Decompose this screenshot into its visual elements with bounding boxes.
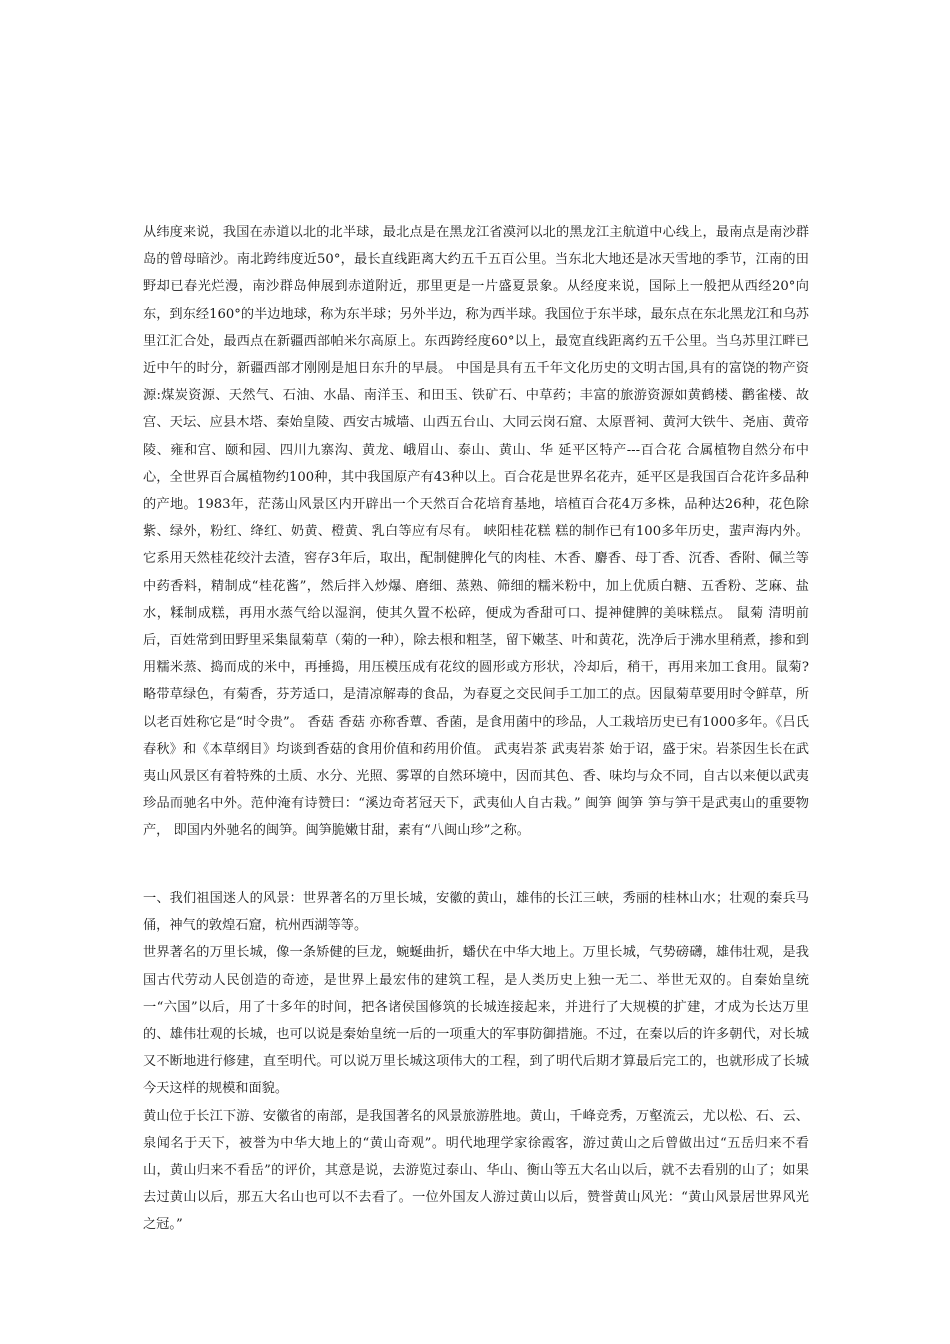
text-block-scenery bbox=[143, 885, 809, 1239]
paragraph-huangshan: 黄山位于长江下游、安徽省的南部，是我国著名的风景旅游胜地。黄山，千峰竞秀，万壑流云，尤以松、石、云、泉闻名于天下，被誉为中华大地上的“黄山奇观”。明代地理学家徐霞客，游过黄山之后曾做出过“五岳归来不看山，黄山归来不看岳”的评价，其意是说，去游览过泰山、华山、衡山等五大名山以后，就不去看别的山了；如果去过黄山以后，那五大名山也可以不去看了。一位外国友人游过黄山以后，赞誉黄山风光：“黄山风景居世界风光之冠。” bbox=[143, 1108, 809, 1233]
paragraph-great-wall: 世界著名的万里长城，像一条矫健的巨龙，蜿蜒曲折，蟠伏在中华大地上。万里长城，气势磅礴，雄伟壮观，是我国古代劳动人民创造的奇迹，是世界上最宏伟的建筑工程，是人类历史上独一无二、举世无双的。自秦始皇统一“六国”以后，用了十多年的时间，把各诸侯国修筑的长城连接起来，并进行了大规模的扩建，才成为长达万里的、雄伟壮观的长城，也可以说是秦始皇统一后的一项重大的军事防御措施。不过，在秦以后的许多朝代，对长城又不断地进行修建，直至明代。可以说万里长城这项伟大的工程，到了明代后期才算最后完工的，也就形成了长城今天这样的规模和面貌。 bbox=[143, 945, 809, 1097]
text-block-products bbox=[143, 219, 809, 845]
paragraph-scenery-intro: 一、我们祖国迷人的风景：世界著名的万里长城，安徽的黄山，雄伟的长江三峡，秀丽的桂林山水；壮观的秦兵马俑，神气的敦煌石窟，杭州西湖等等。 bbox=[143, 891, 809, 934]
paragraph-geography-and-specialties: 从纬度来说，我国在赤道以北的北半球，最北点是在黑龙江省漠河以北的黑龙江主航道中心线上，最南点是南沙群岛的曾母暗沙。南北跨纬度近50°，最长直线距离大约五千五百公里。当东北大地还是冰天雪地的季节，江南的田野却已春光烂漫，南沙群岛伸展到赤道附近，那里更是一片盛夏景象。从经度来说，国际上一般把从西经20°向东，到东经160°的半边地球，称为东半球；另外半边，称为西半球。我国位于东半球，最东点在东北黑龙江和乌苏里江汇合处，最西点在新疆西部帕米尔高原上。东西跨经度60°以上，最宽直线距离约五千公里。当乌苏里江畔已近中午的时分，新疆西部才刚刚是旭日东升的早晨。 中国是具有五千年文化历史的文明古国,具有的富饶的物产资源:煤炭资源、天然气、石油、水晶、南洋玉、和田玉、铁矿石、中草药；丰富的旅游资源如黄鹤楼、鹳雀楼、故宫、天坛、应县木塔、秦始皇陵、西安古城墙、山西五台山、大同云岗石窟、太原晋祠、黄河大铁牛、尧庙、黄帝陵、雍和宫、颐和园、四川九寨沟、黄龙、峨眉山、泰山、黄山、华 延平区特产---百合花 合属植物自然分布中心，全世界百合属植物约100种，其中我国原产有43种以上。百合花是世界名花卉，延平区是我国百合花许多品种的产地。1983年，茫荡山风景区内开辟出一个天然百合花培育基地，培植百合花4万多株，品种达26种，花色除紫、绿外，粉红、绛红、奶黄、橙黄、乳白等应有尽有。 峡阳桂花糕 糕的制作已有100多年历史，蜚声海内外。它系用天然桂花绞汁去渣，窖存3年后，取出，配制健脾化气的肉桂、木香、麝香、母丁香、沉香、香附、佩兰等中药香料，精制成“桂花酱”，然后拌入炒爆、磨细、蒸熟、筛细的糯米粉中，加上优质白糖、五香粉、芝麻、盐水，糅制成糕，再用水蒸气给以湿润，使其久置不松碎，便成为香甜可口、提神健脾的美味糕点。 鼠菊 清明前后，百姓常到田野里采集鼠菊草（菊的一种），除去根和粗茎，留下嫩茎、叶和黄花，洗净后于沸水里稍煮，掺和到用糯米蒸、捣而成的米中，再捶捣，用压模压成有花纹的圆形或方形状，冷却后，稍干，再用来加工食用。鼠菊?略带草绿色，有菊香，芬芳适口，是清凉解毒的食品，为春夏之交民间手工加工的点。因鼠菊草要用时令鲜草，所以老百姓称它是“时令贵”。 香菇 香菇 亦称香蕈、香菌，是食用菌中的珍品，人工栽培历史已有1000多年。《吕氏春秋》和《本草纲目》均谈到香菇的食用价值和药用价值。 武夷岩茶 武夷岩茶 始于诏，盛于宋。岩茶因生长在武夷山风景区有着特殊的土质、水分、光照、雾罩的自然环境中，因而其色、香、味均与众不同，自古以来便以武夷珍品而驰名中外。范仲淹有诗赞曰：“溪边奇茗冠天下，武夷仙人自古栽。” 闽笋 闽笋 笋与笋干是武夷山的重要物产， 即国内外驰名的闽笋。闽笋脆嫩甘甜，素有“八闽山珍”之称。 bbox=[143, 225, 809, 839]
